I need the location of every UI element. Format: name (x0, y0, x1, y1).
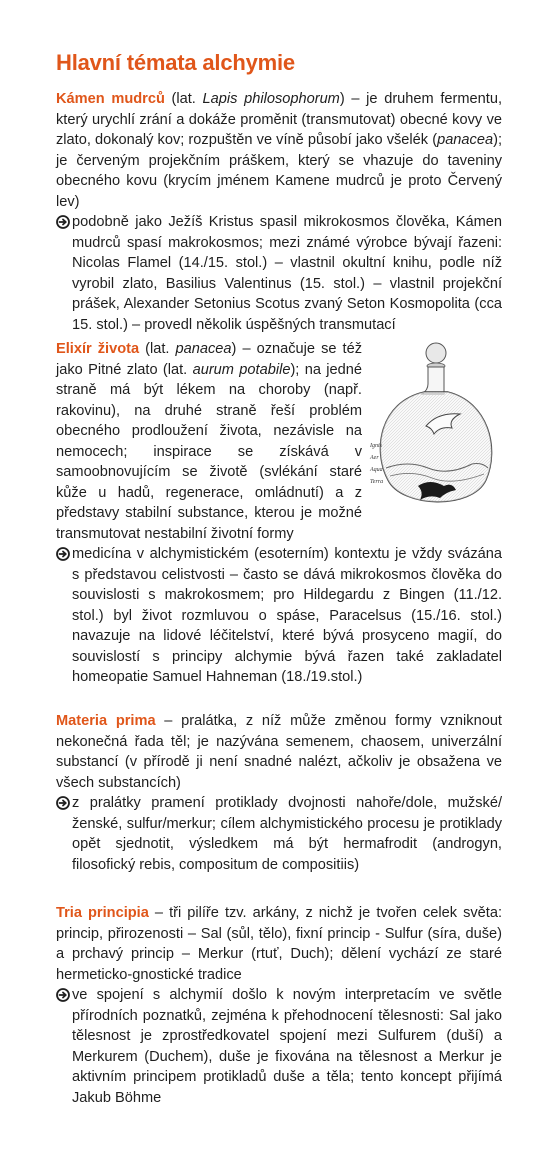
section-paragraph (56, 339, 362, 544)
latin-term: Lapis philosophorum (202, 91, 340, 107)
latin-term: panacea (175, 341, 232, 357)
arrow-right-circle-icon (56, 796, 70, 810)
page-title: Hlavní témata alchymie (56, 50, 295, 75)
bullet-item (56, 544, 502, 688)
term-heading: Materia prima (56, 713, 156, 729)
arrow-right-circle-icon (56, 988, 70, 1002)
text-fragment: ) – označuje se též jako Pitné zlato (lat. (56, 341, 363, 378)
section-materia-prima (56, 711, 502, 875)
label-ignis: Ignis (370, 443, 382, 449)
bullet-item (56, 212, 502, 335)
text-fragment: – pralátka, z níž může změnou formy vzniknout nekonečná řada těl; je nazývána semenem, chaosem, univerzální substancí (v přírodě ji není snadné nalézt, ačkoliv je obsažena ve všech substancích) (56, 713, 502, 791)
latin-term: aurum potabile (192, 361, 291, 378)
arrow-right-circle-icon (56, 215, 70, 229)
bullet-text: podobně jako Ježíš Kristus spasil mikrokosmos člověka, Kámen mudrců spasí makrokosmos; mezi známé výrobce bývají řazeni: Nicolas Flamel (14./15. stol.) – vlastnil okultní knihu, podle níž vyrobil zlato, Basilius Valentinus (15. stol.) – vlastnil projekční prášek, Alexander Setonius Scotus zvaný Seton Kosmopolita (cca 15. stol.) – provedl několik úspěšných transmutací (72, 214, 502, 333)
bullet-text: ve spojení s alchymií došlo k novým interpretacím ve světle přírodních poznatků, zejména k přehodnocení tělesnosti: Sal jako tělesnost je zprostředkovatel spojení mezi Sulfurem (duší) a Merkurem (Duchem), duše je fixována na tělesnost a Merkur je aktivním principem protikladů duše a těla; tento koncept přijímá Jakub Böhme (72, 987, 502, 1106)
term-heading: Tria principia (56, 905, 149, 921)
text-fragment: (lat. (139, 341, 176, 357)
text-fragment: – tři pilíře tzv. arkány, z nichž je tvořen celek světa: princip, přirozenosti – Sal (sůl, tělo), fixní princip - Sulfur (síra, duše) a prchavý princip – Merkur (rtuť, Duch); dělení vychází ze staré hermeticko-gnostické tradice (56, 905, 503, 983)
bullet-text: z pralátky pramení protiklady dvojnosti nahoře/dole, mužské/ženské, sulfur/merkur; cílem alchymistického procesu je protiklady opět sjednotit, výsledkem má být hermafrodit (androgyn, filosofický rebis, compositum de compositiis) (72, 795, 502, 873)
label-terra: Terra (370, 479, 384, 485)
alchemical-flask-illustration (368, 340, 500, 522)
section-paragraph (56, 711, 502, 793)
text-fragment: ) – je druhem fermentu, který urychlí zrání a dokáže proměnit (transmutovat) obecné kovy ve zlato, dokonalý kov; rozpuštěn ve víně působí jako všelék ( (56, 91, 503, 148)
bullet-item (56, 985, 502, 1108)
text-fragment: ); na jedné straně má být lékem na choroby (např. rakovinu), na druhé straně řeší problém obecného prodloužení života, nezávisle na nemocech; inspirace se získává v samoobnovujícím se životě (svlékání staré kůže u hadů, regenerace, omládnutí) a z představy stabilní substance, kterou je možné transmutovat nestabilní životní formy (56, 361, 362, 542)
latin-term: panacea (437, 132, 494, 148)
section-paragraph (56, 89, 502, 212)
label-aqua: Aqua (370, 467, 383, 473)
term-heading: Kámen mudrců (56, 91, 165, 107)
text-fragment: ); je červeným projekčním práškem, který se vhazuje do taveniny obecného kovu (krycím jménem Kamene mudrců je proto Červený lev) (56, 132, 502, 210)
section-kamen-mudrcu (56, 89, 502, 335)
section-tria-principia (56, 903, 502, 1108)
bullet-text: medicína v alchymistickém (esoterním) kontextu je vždy svázána s představou celistvosti – často se dává mikrokosmos člověka do souvislosti s makrokosmem; pro Hildegardu z Bingen (11./12. stol.) byl život rozmluvou o spáse, Paracelsus (15./16. stol.) navazuje na lidové léčitelství, které bývá prosyceno magií, do souvislostí s principy alchymie bývá řazen také zakladatel homeopatie Samuel Hahneman (18./19.stol.) (72, 546, 502, 685)
label-aer: Aer (370, 455, 379, 461)
text-fragment: (lat. (164, 91, 203, 107)
bullet-item (56, 793, 502, 875)
arrow-right-circle-icon (56, 547, 70, 561)
section-paragraph (56, 903, 502, 985)
term-heading: Elixír života (56, 341, 140, 357)
